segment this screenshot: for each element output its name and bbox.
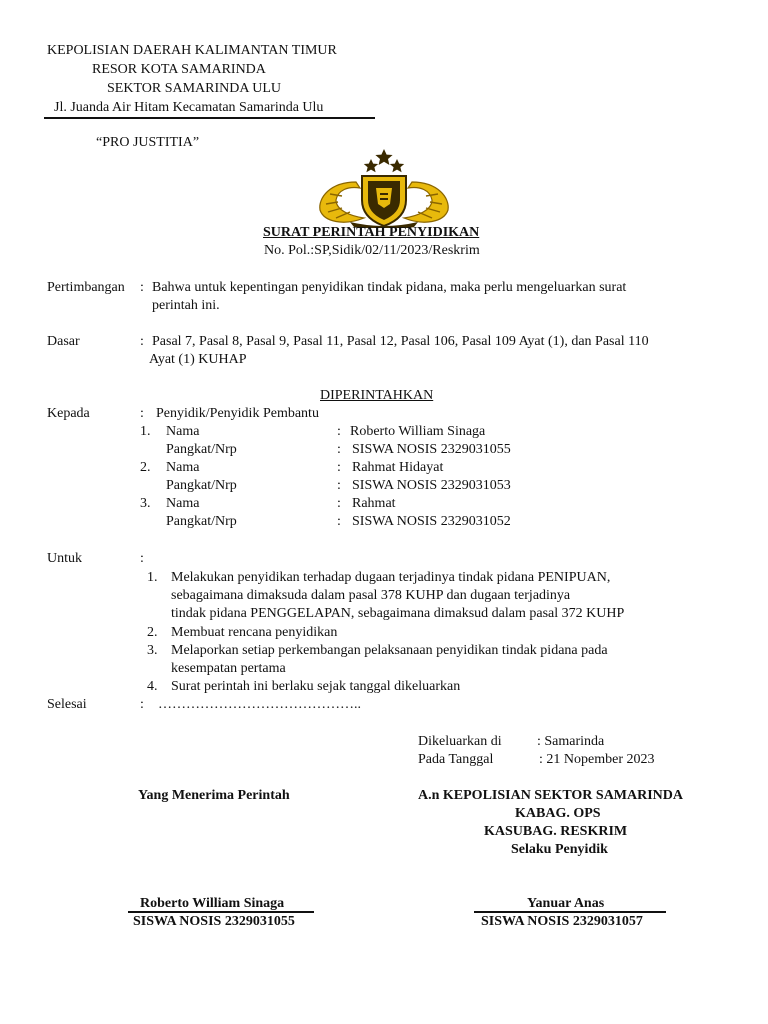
- untuk-item-line: Melakukan penyidikan terhadap dugaan terjadinya tindak pidana PENIPUAN,: [171, 570, 611, 585]
- pertimbangan-label: Pertimbangan: [47, 280, 125, 295]
- kepada-label: Kepada: [47, 406, 90, 421]
- selesai-label: Selesai: [47, 697, 87, 712]
- pertimbangan-text-line1: Bahwa untuk kepentingan penyidikan tindak pidana, maka perlu mengeluarkan surat: [152, 280, 627, 295]
- untuk-item-line: sebagaimana dimaksuda dalam pasal 378 KUHP dan dugaan terjadinya: [171, 588, 571, 603]
- issuer-line2: KABAG. OPS: [515, 806, 601, 821]
- untuk-colon: :: [140, 551, 144, 566]
- person-number: 2.: [140, 460, 151, 475]
- untuk-item-line: Membuat rencana penyidikan: [171, 625, 338, 640]
- letterhead-line3: SEKTOR SAMARINDA ULU: [107, 81, 281, 96]
- person-name-label: Nama: [166, 424, 200, 439]
- issuer-line3: KASUBAG. RESKRIM: [484, 824, 628, 839]
- person-number: 3.: [140, 496, 151, 511]
- selesai-colon: :: [140, 697, 144, 712]
- person-rank-colon: :: [337, 478, 341, 493]
- untuk-item-number: 2.: [147, 625, 158, 640]
- dasar-label: Dasar: [47, 334, 80, 349]
- dasar-text-line1: Pasal 7, Pasal 8, Pasal 9, Pasal 11, Pasal 12, Pasal 106, Pasal 109 Ayat (1), dan Pasal 110: [152, 334, 649, 349]
- untuk-label: Untuk: [47, 551, 82, 566]
- issued-place-value: : Samarinda: [537, 734, 605, 749]
- issued-date-value: : 21 Nopember 2023: [539, 752, 655, 767]
- person-rank-label: Pangkat/Nrp: [166, 478, 237, 493]
- person-rank: SISWA NOSIS 2329031052: [352, 514, 511, 529]
- person-rank-label: Pangkat/Nrp: [166, 442, 237, 457]
- letterhead-address: Jl. Juanda Air Hitam Kecamatan Samarinda Ulu: [54, 100, 324, 115]
- person-rank: SISWA NOSIS 2329031055: [352, 442, 511, 457]
- person-name-colon: :: [337, 424, 341, 439]
- untuk-item-number: 3.: [147, 643, 158, 658]
- person-name: Rahmat: [352, 496, 396, 511]
- person-number: 1.: [140, 424, 151, 439]
- untuk-item-line: Surat perintah ini berlaku sejak tanggal dikeluarkan: [171, 679, 461, 694]
- issuer-line4: Selaku Penyidik: [511, 842, 608, 857]
- dasar-text-line2: Ayat (1) KUHAP: [149, 352, 247, 367]
- untuk-item-line: Melaporkan setiap perkembangan pelaksanaan penyidikan tindak pidana pada: [171, 643, 608, 658]
- untuk-item-number: 4.: [147, 679, 158, 694]
- pro-justitia: “PRO JUSTITIA”: [96, 135, 200, 150]
- letterhead-line1: KEPOLISIAN DAERAH KALIMANTAN TIMUR: [47, 43, 337, 58]
- pertimbangan-text-line2: perintah ini.: [152, 298, 220, 313]
- kepada-colon: :: [140, 406, 144, 421]
- dasar-colon: :: [140, 334, 144, 349]
- police-emblem-icon: [310, 148, 458, 228]
- pertimbangan-colon: :: [140, 280, 144, 295]
- selesai-dots: ……………………………………..: [158, 697, 361, 712]
- receiver-rank: SISWA NOSIS 2329031055: [133, 914, 295, 929]
- emblem-shield: [362, 176, 406, 226]
- issued-date-label: Pada Tanggal: [418, 752, 494, 767]
- issued-place-label: Dikeluarkan di: [418, 734, 502, 749]
- person-name-label: Nama: [166, 460, 200, 475]
- untuk-item-number: 1.: [147, 570, 158, 585]
- letterhead-rule: [44, 117, 375, 119]
- receiver-name: Roberto William Sinaga: [140, 896, 285, 911]
- issuer-rank: SISWA NOSIS 2329031057: [481, 914, 643, 929]
- person-rank-colon: :: [337, 514, 341, 529]
- person-name-colon: :: [337, 496, 341, 511]
- person-name: Rahmat Hidayat: [352, 460, 444, 475]
- kepada-heading: Penyidik/Penyidik Pembantu: [156, 406, 319, 421]
- person-name-label: Nama: [166, 496, 200, 511]
- person-name: Roberto William Sinaga: [350, 424, 486, 439]
- receiver-heading: Yang Menerima Perintah: [138, 788, 290, 803]
- person-rank-label: Pangkat/Nrp: [166, 514, 237, 529]
- person-rank-colon: :: [337, 442, 341, 457]
- diperintahkan-heading: DIPERINTAHKAN: [320, 388, 434, 403]
- letterhead-line2: RESOR KOTA SAMARINDA: [92, 62, 266, 77]
- person-name-colon: :: [337, 460, 341, 475]
- issuer-name: Yanuar Anas: [527, 896, 605, 911]
- untuk-item-line: kesempatan pertama: [171, 661, 286, 676]
- person-rank: SISWA NOSIS 2329031053: [352, 478, 511, 493]
- emblem-stars: [364, 149, 404, 172]
- document-title: SURAT PERINTAH PENYIDIKAN: [263, 225, 480, 240]
- issuer-line1: A.n KEPOLISIAN SEKTOR SAMARINDA: [418, 788, 684, 803]
- document-number: No. Pol.:SP,Sidik/02/11/2023/Reskrim: [264, 243, 480, 258]
- untuk-item-line: tindak pidana PENGGELAPAN, sebagaimana dimaksud dalam pasal 372 KUHP: [171, 606, 625, 621]
